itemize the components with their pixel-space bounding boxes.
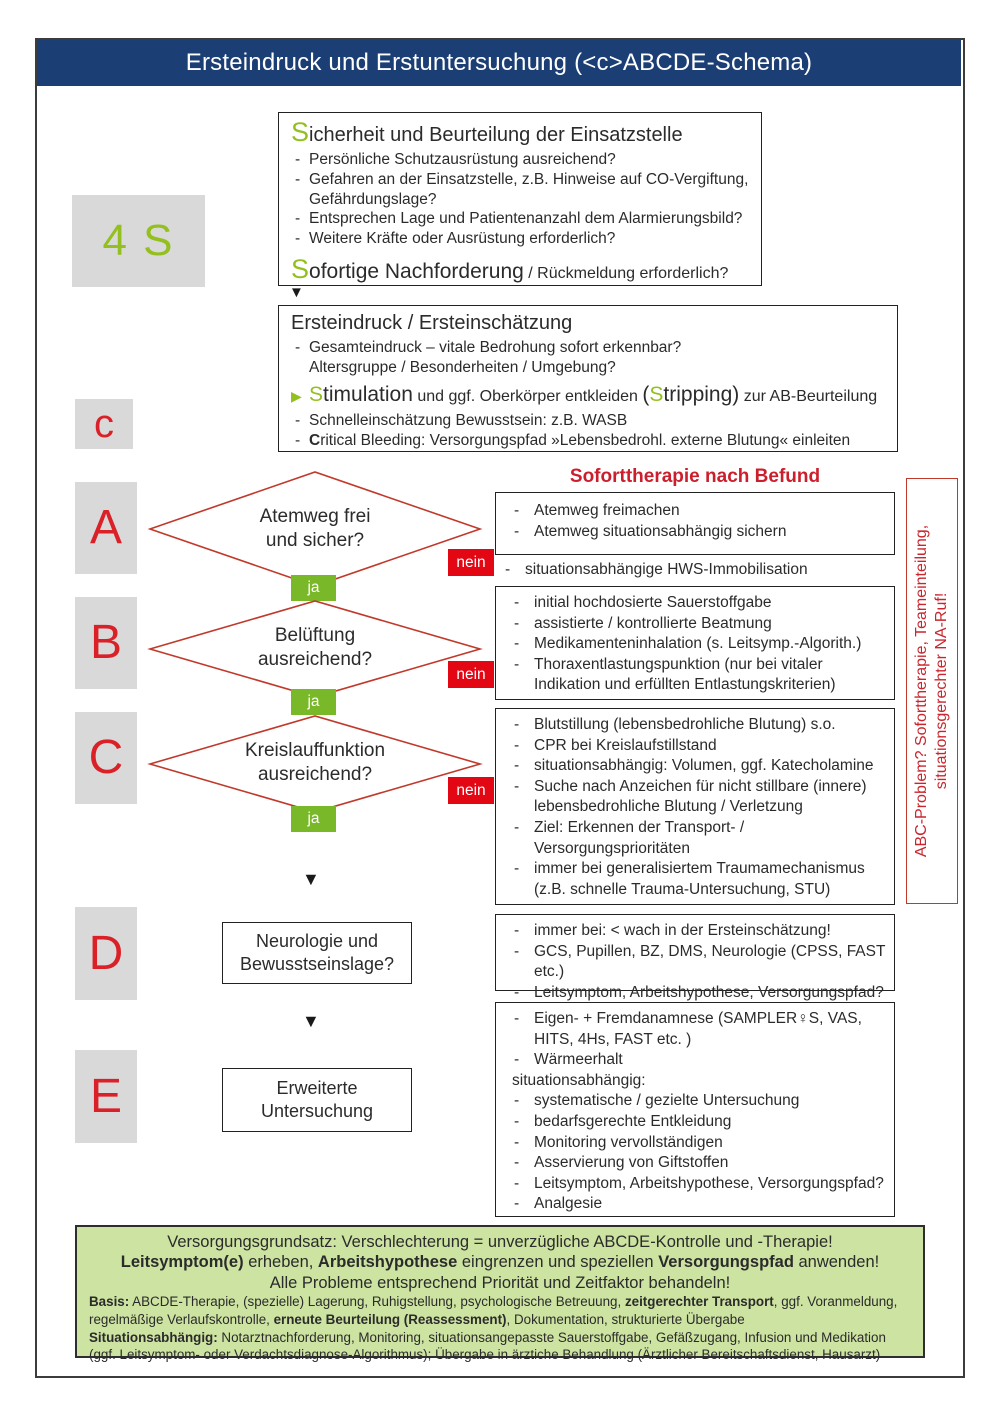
section-label-4s-text: 4 S: [102, 216, 175, 265]
dash-bullet: -: [514, 736, 520, 754]
therapy-box-e: [495, 1002, 895, 1217]
section-label-c-small: [75, 399, 133, 449]
dash-bullet: -: [514, 1092, 520, 1110]
safety-footer: [291, 256, 749, 284]
nein-badge-c: nein: [448, 777, 494, 804]
abc-problem-sidebar: [906, 478, 958, 904]
therapy-box-c: [495, 708, 895, 905]
footer-situational-line: Situationsabhängig: Notarztnachforderung, Monitoring, situationsangepasste Sauerstoffgabe, Gefäßzugang, Infusion und Medikation (ggf. Leitsymptom- oder Verdachtsdiagnose-Algorithmus); Übergabe in ärztiche Behandlung (Ärztlicher Bereitschaftsdienst, Hausarzt): [89, 1329, 886, 1363]
dash-bullet: -: [514, 522, 520, 540]
therapy-item: - GCS, Pupillen, BZ, DMS, Neurologie (CPSS, FAST etc.): [504, 942, 886, 983]
safety-heading-initial: S: [291, 117, 310, 147]
therapy-item: - Wärmeerhalt: [504, 1050, 886, 1071]
therapy-item: - Medikamenteninhalation (s. Leitsymp.-Algorith.): [504, 634, 886, 655]
dash-bullet: -: [514, 1113, 520, 1131]
flow-arrow-down-icon: ▼: [289, 284, 304, 301]
therapy-item: - Atemweg freimachen: [504, 501, 886, 522]
dash-bullet: -: [514, 860, 520, 878]
dash-bullet: -: [514, 942, 520, 960]
dash-bullet: -: [514, 777, 520, 795]
decision-question-c: Kreislauffunktion ausreichend?: [244, 740, 386, 785]
therapy-box-d: [495, 914, 895, 1001]
therapy-item: - Asservierung von Giftstoffen: [504, 1153, 886, 1174]
section-label-c: C: [75, 712, 137, 804]
therapy-item: - assistierte / kontrollierte Beatmung: [504, 614, 886, 635]
first-impression-item: [291, 338, 885, 358]
therapy-item: - Leitsymptom, Arbeitshypothese, Versorgungspfad?: [504, 1174, 886, 1195]
neurology-node: Neurologie und Bewusstseinslage?: [222, 922, 412, 984]
dash-bullet: -: [295, 431, 301, 449]
therapy-item: - systematische / gezielte Untersuchung: [504, 1091, 886, 1112]
safety-footer-big: ofortige Nachforderung: [309, 260, 524, 284]
extended-exam-node: Erweiterte Untersuchung: [222, 1068, 412, 1132]
first-impression-box: [278, 305, 898, 452]
therapy-item: - Leitsymptom, Arbeitshypothese, Versorgungspfad?: [504, 983, 886, 1004]
therapy-item: - Thoraxentlastungspunktion (nur bei vitaler Indikation und erfüllten Entlastungskriterien): [504, 655, 886, 696]
first-impression-heading: Ersteindruck / Ersteinschätzung: [291, 312, 573, 334]
dash-bullet: -: [514, 1051, 520, 1069]
safety-item-text: Gefahren an der Einsatzstelle, z.B. Hinweise auf CO-Vergiftung, Gefährdungslage?: [309, 170, 749, 208]
first-impression-item: [291, 431, 885, 451]
footer-line-3: Alle Probleme entsprechend Priorität und Zeitfaktor behandeln!: [269, 1273, 731, 1292]
abc-problem-sidebar-text: ABC-Problem? Soforttherapie, Teameinteilung, situationsgerechter NA-Ruf!: [913, 524, 950, 858]
safety-item-text: Entsprechen Lage und Patientenanzahl dem Alarmierungsbild?: [309, 210, 743, 228]
dash-bullet: -: [295, 412, 301, 430]
dash-bullet: -: [505, 561, 511, 578]
ja-badge-c: ja: [291, 806, 336, 832]
footer-basis-line: Basis: ABCDE-Therapie, (spezielle) Lagerung, Ruhigstellung, psychologische Betreuung, zeitgerechter Transport, ggf. Voranmeldung, regelmäßige Verlaufskontrolle, erneute Beurteilung (Reassessment), Dokumentation, strukturierte Übergabe: [89, 1294, 898, 1328]
footer-principles-box: [75, 1225, 925, 1363]
stimulation-arrow-icon: ▶: [291, 387, 302, 404]
dash-bullet: -: [295, 210, 301, 228]
therapy-item: - Suche nach Anzeichen für nicht stillbare (innere) lebensbedrohliche Blutung / Verletzung: [504, 777, 886, 818]
flow-arrow-down-icon: ▼: [302, 869, 320, 889]
dash-bullet: -: [514, 655, 520, 673]
dash-bullet: -: [514, 594, 520, 611]
safety-heading-rest: icherheit und Beurteilung der Einsatzstelle: [309, 124, 683, 146]
therapy-item: - immer bei generalisiertem Traumamechanismus (z.B. schnelle Trauma-Untersuchung, STU): [504, 859, 886, 900]
ja-badge-b: ja: [291, 689, 336, 715]
safety-item: [291, 150, 749, 170]
section-label-d: D: [75, 907, 137, 1000]
safety-footer-small: / Rückmeldung erforderlich?: [523, 265, 729, 283]
therapy-item: - Monitoring vervollständigen: [504, 1133, 886, 1154]
therapy-loose-item: - situationsabhängige HWS-Immobilisation: [495, 560, 895, 581]
therapy-box-b: [495, 586, 895, 700]
therapy-item: - immer bei: < wach in der Ersteinschätzung!: [504, 921, 886, 942]
therapy-box-a: [495, 492, 895, 555]
therapy-heading: Soforttherapie nach Befund: [569, 466, 821, 487]
page-title: Ersteindruck und Erstuntersuchung (<c>ABCDE-Schema): [37, 40, 961, 86]
safety-item: [291, 229, 749, 249]
dash-bullet: -: [514, 635, 520, 653]
dash-bullet: -: [514, 819, 520, 837]
dash-bullet: -: [514, 1010, 520, 1027]
footer-line-1: Versorgungsgrundsatz: Verschlechterung = unverzügliche ABCDE-Kontrolle und -Therapie!: [167, 1233, 833, 1251]
therapy-item: situationsabhängig:: [512, 1071, 646, 1089]
section-label-e: E: [75, 1050, 137, 1143]
therapy-item: - bedarfsgerechte Entkleidung: [504, 1112, 886, 1133]
therapy-item: - situationsabhängig: Volumen, ggf. Katecholamine: [504, 756, 886, 777]
critical-bleeding-text: Critical Bleeding: Versorgungspfad »Lebensbedrohl. externe Blutung« einleiten: [309, 431, 851, 449]
section-label-4s: [72, 195, 205, 287]
dash-bullet: -: [514, 502, 520, 519]
safety-item: [291, 170, 749, 210]
therapy-item: - CPR bei Kreislaufstillstand: [504, 736, 886, 757]
safety-item-text: Weitere Kräfte oder Ausrüstung erforderlich?: [309, 230, 616, 248]
dash-bullet: -: [514, 922, 520, 939]
safety-box: [278, 112, 762, 286]
safety-item: [291, 209, 749, 229]
therapy-item: - Blutstillung (lebensbedrohliche Blutung) s.o.: [504, 715, 886, 736]
dash-bullet: -: [514, 1174, 520, 1192]
therapy-item: - Ziel: Erkennen der Transport- / Versorgungsprioritäten: [504, 818, 886, 859]
ja-badge-a: ja: [291, 575, 336, 601]
nein-badge-b: nein: [448, 661, 494, 688]
stimulation-line: [291, 380, 885, 409]
therapy-item: - Eigen- + Fremdanamnese (SAMPLER♀S, VAS, HITS, 4Hs, FAST etc. ): [504, 1009, 886, 1050]
dash-bullet: -: [295, 170, 301, 188]
first-impression-item-text: Gesamteindruck – vitale Bedrohung sofort erkennbar?: [309, 339, 682, 356]
safety-heading: [291, 119, 749, 147]
section-label-b: B: [75, 597, 137, 689]
dash-bullet: -: [295, 151, 301, 168]
safety-footer-initial: S: [291, 254, 310, 285]
dash-bullet: -: [295, 339, 301, 356]
safety-item-text: Persönliche Schutzausrüstung ausreichend?: [309, 151, 616, 168]
decision-question-a: Atemweg frei und sicher?: [259, 506, 371, 551]
dash-bullet: -: [514, 757, 520, 775]
footer-line-2: Leitsymptom(e) erheben, Arbeitshypothese eingrenzen und speziellen Versorgungspfad anwenden!: [120, 1253, 880, 1272]
stimulation-text: Stimulation und ggf. Oberkörper entkleiden (Stripping) zur AB-Beurteilung: [309, 382, 878, 406]
dash-bullet: -: [514, 983, 520, 1001]
therapy-item: - initial hochdosierte Sauerstoffgabe: [504, 593, 886, 614]
dash-bullet: -: [514, 1154, 520, 1172]
flow-arrow-down-icon: ▼: [302, 1011, 320, 1031]
section-label-a: A: [75, 482, 137, 574]
dash-bullet: -: [295, 230, 301, 248]
therapy-item: - Analgesie: [504, 1194, 886, 1215]
dash-bullet: -: [514, 1133, 520, 1151]
dash-bullet: -: [514, 614, 520, 632]
first-impression-item-text: Schnelleinschätzung Bewusstsein: z.B. WASB: [309, 412, 628, 430]
dash-bullet: -: [514, 1195, 520, 1213]
first-impression-item-continuation: Altersgruppe / Besonderheiten / Umgebung?: [309, 358, 616, 376]
decision-question-b: Belüftung ausreichend?: [257, 625, 373, 670]
first-impression-item: [291, 411, 885, 431]
section-label-c-small-text: c: [94, 402, 114, 446]
nein-badge-a: nein: [448, 549, 494, 576]
therapy-item: - Atemweg situationsabhängig sichern: [504, 522, 886, 543]
dash-bullet: -: [514, 716, 520, 733]
